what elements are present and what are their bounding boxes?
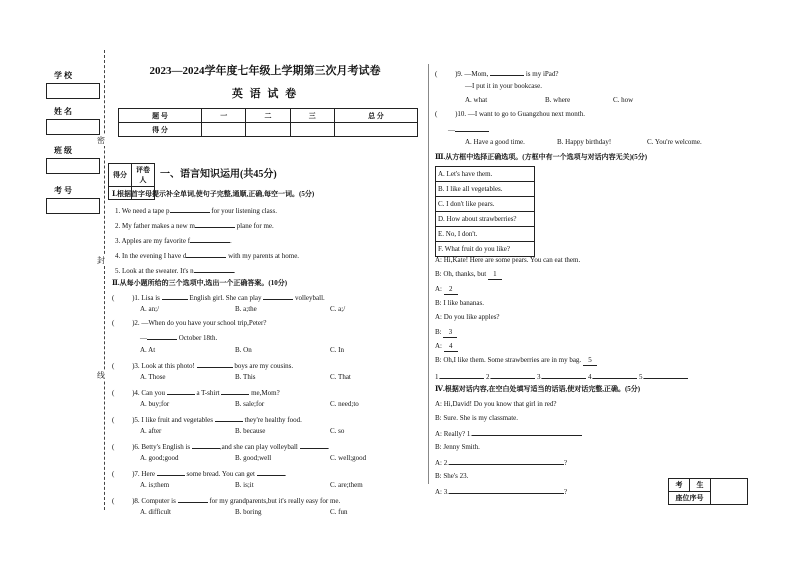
- mc-10-blank[interactable]: [455, 124, 489, 132]
- mc-9-options: [465, 96, 633, 104]
- mc-2-opt-b[interactable]: B. On: [235, 346, 252, 354]
- name-label: 姓 名: [54, 107, 72, 116]
- class-field: [46, 145, 100, 174]
- mc-7-blank-b[interactable]: [257, 468, 285, 476]
- exam-no-label: 考 号: [54, 186, 72, 195]
- seat-number-cell[interactable]: [711, 479, 748, 505]
- score-head-0: 题 号: [119, 109, 202, 123]
- dialog2-line-7-text: A: 3.: [435, 488, 449, 496]
- mc-5-opt-a[interactable]: A. after: [140, 427, 162, 435]
- mc-6-options: [140, 454, 366, 462]
- mc-6-opt-b[interactable]: B. good;well: [235, 454, 272, 462]
- mc-1-mid: English girl. She can play: [189, 294, 262, 302]
- binding-strip: [40, 50, 106, 510]
- paper-title: 英 语 试 卷: [231, 88, 299, 100]
- mc-7-stem: )7. Here: [132, 470, 156, 478]
- dialog2-line-2: B: Sure. She is my classmate.: [435, 414, 519, 422]
- dialog2-line-5-text: A: 2.: [435, 459, 449, 467]
- mc-6-mid: ,and she can play volleyball: [219, 443, 298, 451]
- fill-item-2: [115, 220, 274, 231]
- score-cell[interactable]: [290, 123, 334, 137]
- exam-no-input-box[interactable]: [46, 198, 100, 214]
- mc-3-mid: boys are my cousins.: [234, 362, 294, 370]
- dialog2-line-3: [435, 428, 582, 439]
- mc-10-options: [465, 138, 702, 146]
- mc-2-dash: —: [140, 334, 147, 342]
- dialog1-blank-2[interactable]: 2: [444, 285, 458, 295]
- mc-1-opt-a[interactable]: A. an;/: [140, 305, 160, 313]
- mc-item-5: ( )5. I like fruit and vegetables they're healthy food.: [112, 416, 302, 424]
- dialog1-blank-3[interactable]: 3: [443, 328, 457, 338]
- fill-3-text-a: 3. Apples are my favorite f: [115, 237, 191, 245]
- answer-blank-1[interactable]: [440, 371, 484, 379]
- choice-box: [435, 166, 535, 257]
- mc-1-blank-a[interactable]: [162, 292, 188, 300]
- fill-5-text-b: .: [233, 267, 236, 275]
- fill-3-blank[interactable]: [190, 235, 230, 243]
- mc-4-opt-a[interactable]: A. buy;for: [140, 400, 170, 408]
- name-input-box[interactable]: [46, 119, 100, 135]
- mc-9-blank[interactable]: [490, 68, 524, 76]
- part3-instruction: Ⅲ.从方框中选择正确选项。(方框中有一个选项与对话内容无关)(5分): [435, 153, 648, 161]
- score-head-1: 一: [202, 109, 246, 123]
- mc-3-opt-a[interactable]: A. Those: [140, 373, 166, 381]
- seat-label-3: 座位序号: [669, 492, 711, 505]
- mc-3-opt-b[interactable]: B. This: [235, 373, 256, 381]
- part2-instruction: Ⅱ.从每小题所给的三个选项中,选出一个正确答案。(10分): [112, 279, 288, 287]
- dialog2-line-7: [435, 486, 567, 497]
- mc-item-1: ( )1. Lisa is English girl. She can play volleyball.: [112, 294, 325, 302]
- mc-item-10: ( )10. —I want to go to Guangzhou next month.: [435, 110, 585, 118]
- fill-2-text-a: 2. My father makes a new m: [115, 222, 195, 230]
- answer-blank-4[interactable]: [593, 371, 637, 379]
- part1-instruction: Ⅰ.根据首字母提示补全单词,使句子完整,通顺,正确,每空一词。(5分): [112, 190, 315, 198]
- fill-item-5: [115, 265, 235, 276]
- dialog1-line-5: A: Do you like apples?: [435, 313, 500, 321]
- mc-5-opt-b[interactable]: B. because: [235, 427, 266, 435]
- answer-row: [435, 371, 688, 382]
- mc-7-blank-a[interactable]: [157, 468, 185, 476]
- mc-2-blank[interactable]: [147, 332, 177, 340]
- answer-label-2: 2.: [486, 373, 492, 381]
- mc-6-end: .: [327, 443, 330, 451]
- mc-4-end: me,Mom?: [251, 389, 280, 397]
- fill-3-text-b: .: [230, 237, 232, 245]
- dialog1-blank-5[interactable]: 5: [583, 356, 597, 366]
- mc-3-opt-c[interactable]: C. That: [330, 373, 351, 381]
- mc-8-blank[interactable]: [178, 495, 208, 503]
- mc-7-end: .: [284, 470, 287, 478]
- mc-item-3: ( )3. Look at this photo! boys are my cousins.: [112, 362, 294, 370]
- score-head-4: 总 分: [334, 109, 417, 123]
- fill-1-text-b: for your listening class.: [211, 207, 277, 215]
- mc-item-7: ( )7. Here some bread. You can get .: [112, 470, 287, 478]
- answer-label-5: 5.: [639, 373, 645, 381]
- fill-5-text-a: 5. Look at the sweater. It's n: [115, 267, 194, 275]
- mc-item-4: ( )4. Can you a T-shirt me,Mom?: [112, 389, 280, 397]
- dialog1-line-7: [435, 342, 458, 352]
- seat-label-2: 生: [690, 479, 711, 492]
- score-table: [118, 108, 418, 137]
- dialog1-line-8: [435, 356, 597, 366]
- dialog2-line-3-text: A: Really? 1.: [435, 430, 473, 438]
- mc-7-mid: some bread. You can get: [186, 470, 255, 478]
- mc-8-opt-a[interactable]: A. difficult: [140, 508, 171, 516]
- score-row-label: 得 分: [119, 123, 202, 137]
- name-field: [46, 106, 100, 135]
- mc-6-opt-a[interactable]: A. good;good: [140, 454, 179, 462]
- dialog1-line-3: [435, 285, 458, 295]
- dialog1-line-7-text: A:: [435, 342, 442, 350]
- mc-2-stem: )2. —When do you have your school trip,Peter?: [132, 319, 267, 327]
- dialog2-qmark-3: ?: [564, 488, 568, 496]
- seat-number-box: [668, 478, 748, 505]
- score-cell[interactable]: [202, 123, 246, 137]
- mc-8-options: [140, 508, 348, 516]
- fill-4-blank[interactable]: [186, 250, 226, 258]
- mc-4-opt-b[interactable]: B. sale;for: [235, 400, 265, 408]
- grader-name-label: 评卷人: [132, 164, 155, 187]
- column-divider: [428, 64, 429, 484]
- mc-item-2: ( )2. —When do you have your school trip,Peter?: [112, 319, 267, 327]
- choice-c: C. I don't like pears.: [436, 197, 535, 212]
- dialog2-qmark-2: ?: [564, 459, 568, 467]
- binding-char-1: 密: [97, 136, 105, 145]
- mc-item-9: ( )9. —Mom, is my iPad?: [435, 70, 559, 78]
- dialog2-line-1: A: Hi,David! Do you know that girl in red?: [435, 400, 557, 408]
- school-input-box[interactable]: [46, 83, 100, 99]
- mc-6-blank-a[interactable]: [192, 441, 220, 449]
- mc-7-options: [140, 481, 363, 489]
- choice-b: B. I like all vegetables.: [436, 182, 535, 197]
- dialog1-line-1: A: Hi,Kate! Here are some pears. You can eat them.: [435, 256, 581, 264]
- binding-char-3: 线: [97, 371, 105, 380]
- mc-9-line2: —I put it in your bookcase.: [465, 82, 542, 90]
- mc-9-end: is my iPad?: [525, 70, 559, 78]
- mc-10-dash: —: [448, 126, 455, 134]
- mc-5-mid: they're healthy food.: [244, 416, 302, 424]
- mc-5-blank[interactable]: [215, 414, 243, 422]
- fill-5-blank[interactable]: [194, 265, 234, 273]
- mc-1-stem: )1. Lisa is: [132, 294, 160, 302]
- choice-e: E. No, I don't.: [436, 227, 535, 242]
- mc-4-mid: a T-shirt: [196, 389, 220, 397]
- binding-char-2: 封: [97, 256, 105, 265]
- binding-line: [104, 50, 105, 510]
- mc-9-opt-a[interactable]: A. what: [465, 96, 488, 104]
- mc-2-date: October 18th.: [178, 334, 218, 342]
- dialog2-blank-3[interactable]: [449, 486, 564, 494]
- fill-item-4: [115, 250, 299, 261]
- mc-8-stem: )8. Computer is: [132, 497, 176, 505]
- mc-9-opt-c[interactable]: C. how: [613, 96, 634, 104]
- mc-3-blank[interactable]: [197, 360, 233, 368]
- mc-1-end: volleyball.: [295, 294, 325, 302]
- mc-item-6: ( )6. Betty's English is ,and she can play volleyball .: [112, 443, 330, 451]
- fill-2-blank[interactable]: [195, 220, 235, 228]
- mc-1-opt-b[interactable]: B. a;the: [235, 305, 257, 313]
- mc-1-blank-b[interactable]: [263, 292, 293, 300]
- school-field: [46, 70, 100, 99]
- score-head-2: 二: [246, 109, 290, 123]
- mc-1-options: [140, 305, 345, 313]
- part4-instruction: Ⅳ.根据对话内容,在空白处填写适当的话语,使对话完整,正确。(5分): [435, 385, 641, 393]
- dialog1-line-2-text: B: Oh, thanks, but: [435, 270, 487, 278]
- mc-10-stem: )10. —I want to go to Guangzhou next month.: [455, 110, 585, 118]
- mc-6-opt-c[interactable]: C. well;good: [330, 454, 367, 462]
- mc-10-opt-c[interactable]: C. You're welcome.: [647, 138, 702, 146]
- mc-10-line2: [448, 124, 489, 135]
- mc-3-stem: )3. Look at this photo!: [132, 362, 195, 370]
- choice-a: A. Let's have them.: [436, 167, 535, 182]
- fill-4-text-b: with my parents at home.: [228, 252, 300, 260]
- answer-blank-5[interactable]: [644, 371, 688, 379]
- answer-label-3: 3.: [537, 373, 543, 381]
- exam-no-field: [46, 185, 100, 214]
- grader-score-label: 得分: [109, 164, 132, 187]
- seat-label-1: 考: [669, 479, 690, 492]
- mc-10-opt-a[interactable]: A. Have a good time.: [465, 138, 525, 146]
- answer-blank-2[interactable]: [491, 371, 535, 379]
- section1-title: 一、语言知识运用(共45分): [160, 169, 277, 180]
- dialog2-line-4: B: Jenny Smith.: [435, 443, 480, 451]
- mc-8-mid: for my grandparents,but it's really easy for me.: [209, 497, 341, 505]
- dialog1-line-4: B: I like bananas.: [435, 299, 484, 307]
- mc-9-opt-b[interactable]: B. where: [545, 96, 571, 104]
- mc-9-stem: )9. —Mom,: [455, 70, 489, 78]
- class-input-box[interactable]: [46, 158, 100, 174]
- school-label: 学 校: [54, 71, 72, 80]
- answer-blank-3[interactable]: [542, 371, 586, 379]
- dialog2-blank-1[interactable]: [472, 428, 582, 436]
- mc-4-stem: )4. Can you: [132, 389, 165, 397]
- mc-2-opt-a[interactable]: A. At: [140, 346, 156, 354]
- mc-6-stem: )6. Betty's English is: [132, 443, 191, 451]
- mc-4-options: [140, 400, 359, 408]
- fill-item-1: [115, 205, 277, 216]
- exam-title: 2023—2024学年度七年级上学期第三次月考试卷: [149, 65, 381, 77]
- dialog1-line-6-text: B:: [435, 328, 442, 336]
- score-cell[interactable]: [334, 123, 417, 137]
- mc-5-opt-c[interactable]: C. so: [330, 427, 345, 435]
- answer-label-1: 1.: [435, 373, 441, 381]
- dialog2-line-6: B: She's 23.: [435, 472, 469, 480]
- fill-2-text-b: plane for me.: [236, 222, 274, 230]
- dialog1-blank-4[interactable]: 4: [444, 342, 458, 352]
- dialog2-line-5: [435, 457, 567, 468]
- dialog1-line-8-text: B: Oh,I like them. Some strawberries are in my bag.: [435, 356, 582, 364]
- mc-5-stem: )5. I like fruit and vegetables: [132, 416, 213, 424]
- mc-8-opt-b[interactable]: B. boring: [235, 508, 262, 516]
- mc-3-options: [140, 373, 351, 381]
- mc-6-blank-b[interactable]: [300, 441, 328, 449]
- mc-8-opt-c[interactable]: C. fun: [330, 508, 348, 516]
- mc-2-opt-c[interactable]: C. In: [330, 346, 344, 354]
- dialog1-line-6: [435, 328, 457, 338]
- fill-4-text-a: 4. In the evening I have d: [115, 252, 187, 260]
- class-label: 班 级: [54, 146, 72, 155]
- choice-d: D. How about strawberries?: [436, 212, 535, 227]
- mc-7-opt-c[interactable]: C. are;them: [330, 481, 363, 489]
- fill-1-blank[interactable]: [170, 205, 210, 213]
- mc-7-opt-b[interactable]: B. is;it: [235, 481, 254, 489]
- dialog1-blank-1[interactable]: 1: [488, 270, 502, 280]
- mc-item-8: ( )8. Computer is for my grandparents,but it's really easy for me.: [112, 497, 341, 505]
- mc-10-opt-b[interactable]: B. Happy birthday!: [557, 138, 612, 146]
- dialog1-line-2: [435, 270, 502, 280]
- mc-1-opt-c[interactable]: C. a;/: [330, 305, 346, 313]
- mc-2-options: [140, 346, 344, 354]
- fill-item-3: [115, 235, 232, 246]
- mc-4-blank-a[interactable]: [167, 387, 195, 395]
- mc-2-line2: [140, 332, 217, 343]
- fill-1-text-a: 1. We need a tape p: [115, 207, 170, 215]
- mc-5-options: [140, 427, 344, 435]
- dialog2-blank-2[interactable]: [449, 457, 564, 465]
- mc-4-opt-c[interactable]: C. need;to: [330, 400, 359, 408]
- mc-7-opt-a[interactable]: A. is;them: [140, 481, 170, 489]
- score-head-3: 三: [290, 109, 334, 123]
- dialog1-line-3-text: A:: [435, 285, 442, 293]
- score-cell[interactable]: [246, 123, 290, 137]
- mc-4-blank-b[interactable]: [221, 387, 249, 395]
- answer-label-4: 4.: [588, 373, 594, 381]
- choice-f: F. What fruit do you like?: [436, 242, 535, 257]
